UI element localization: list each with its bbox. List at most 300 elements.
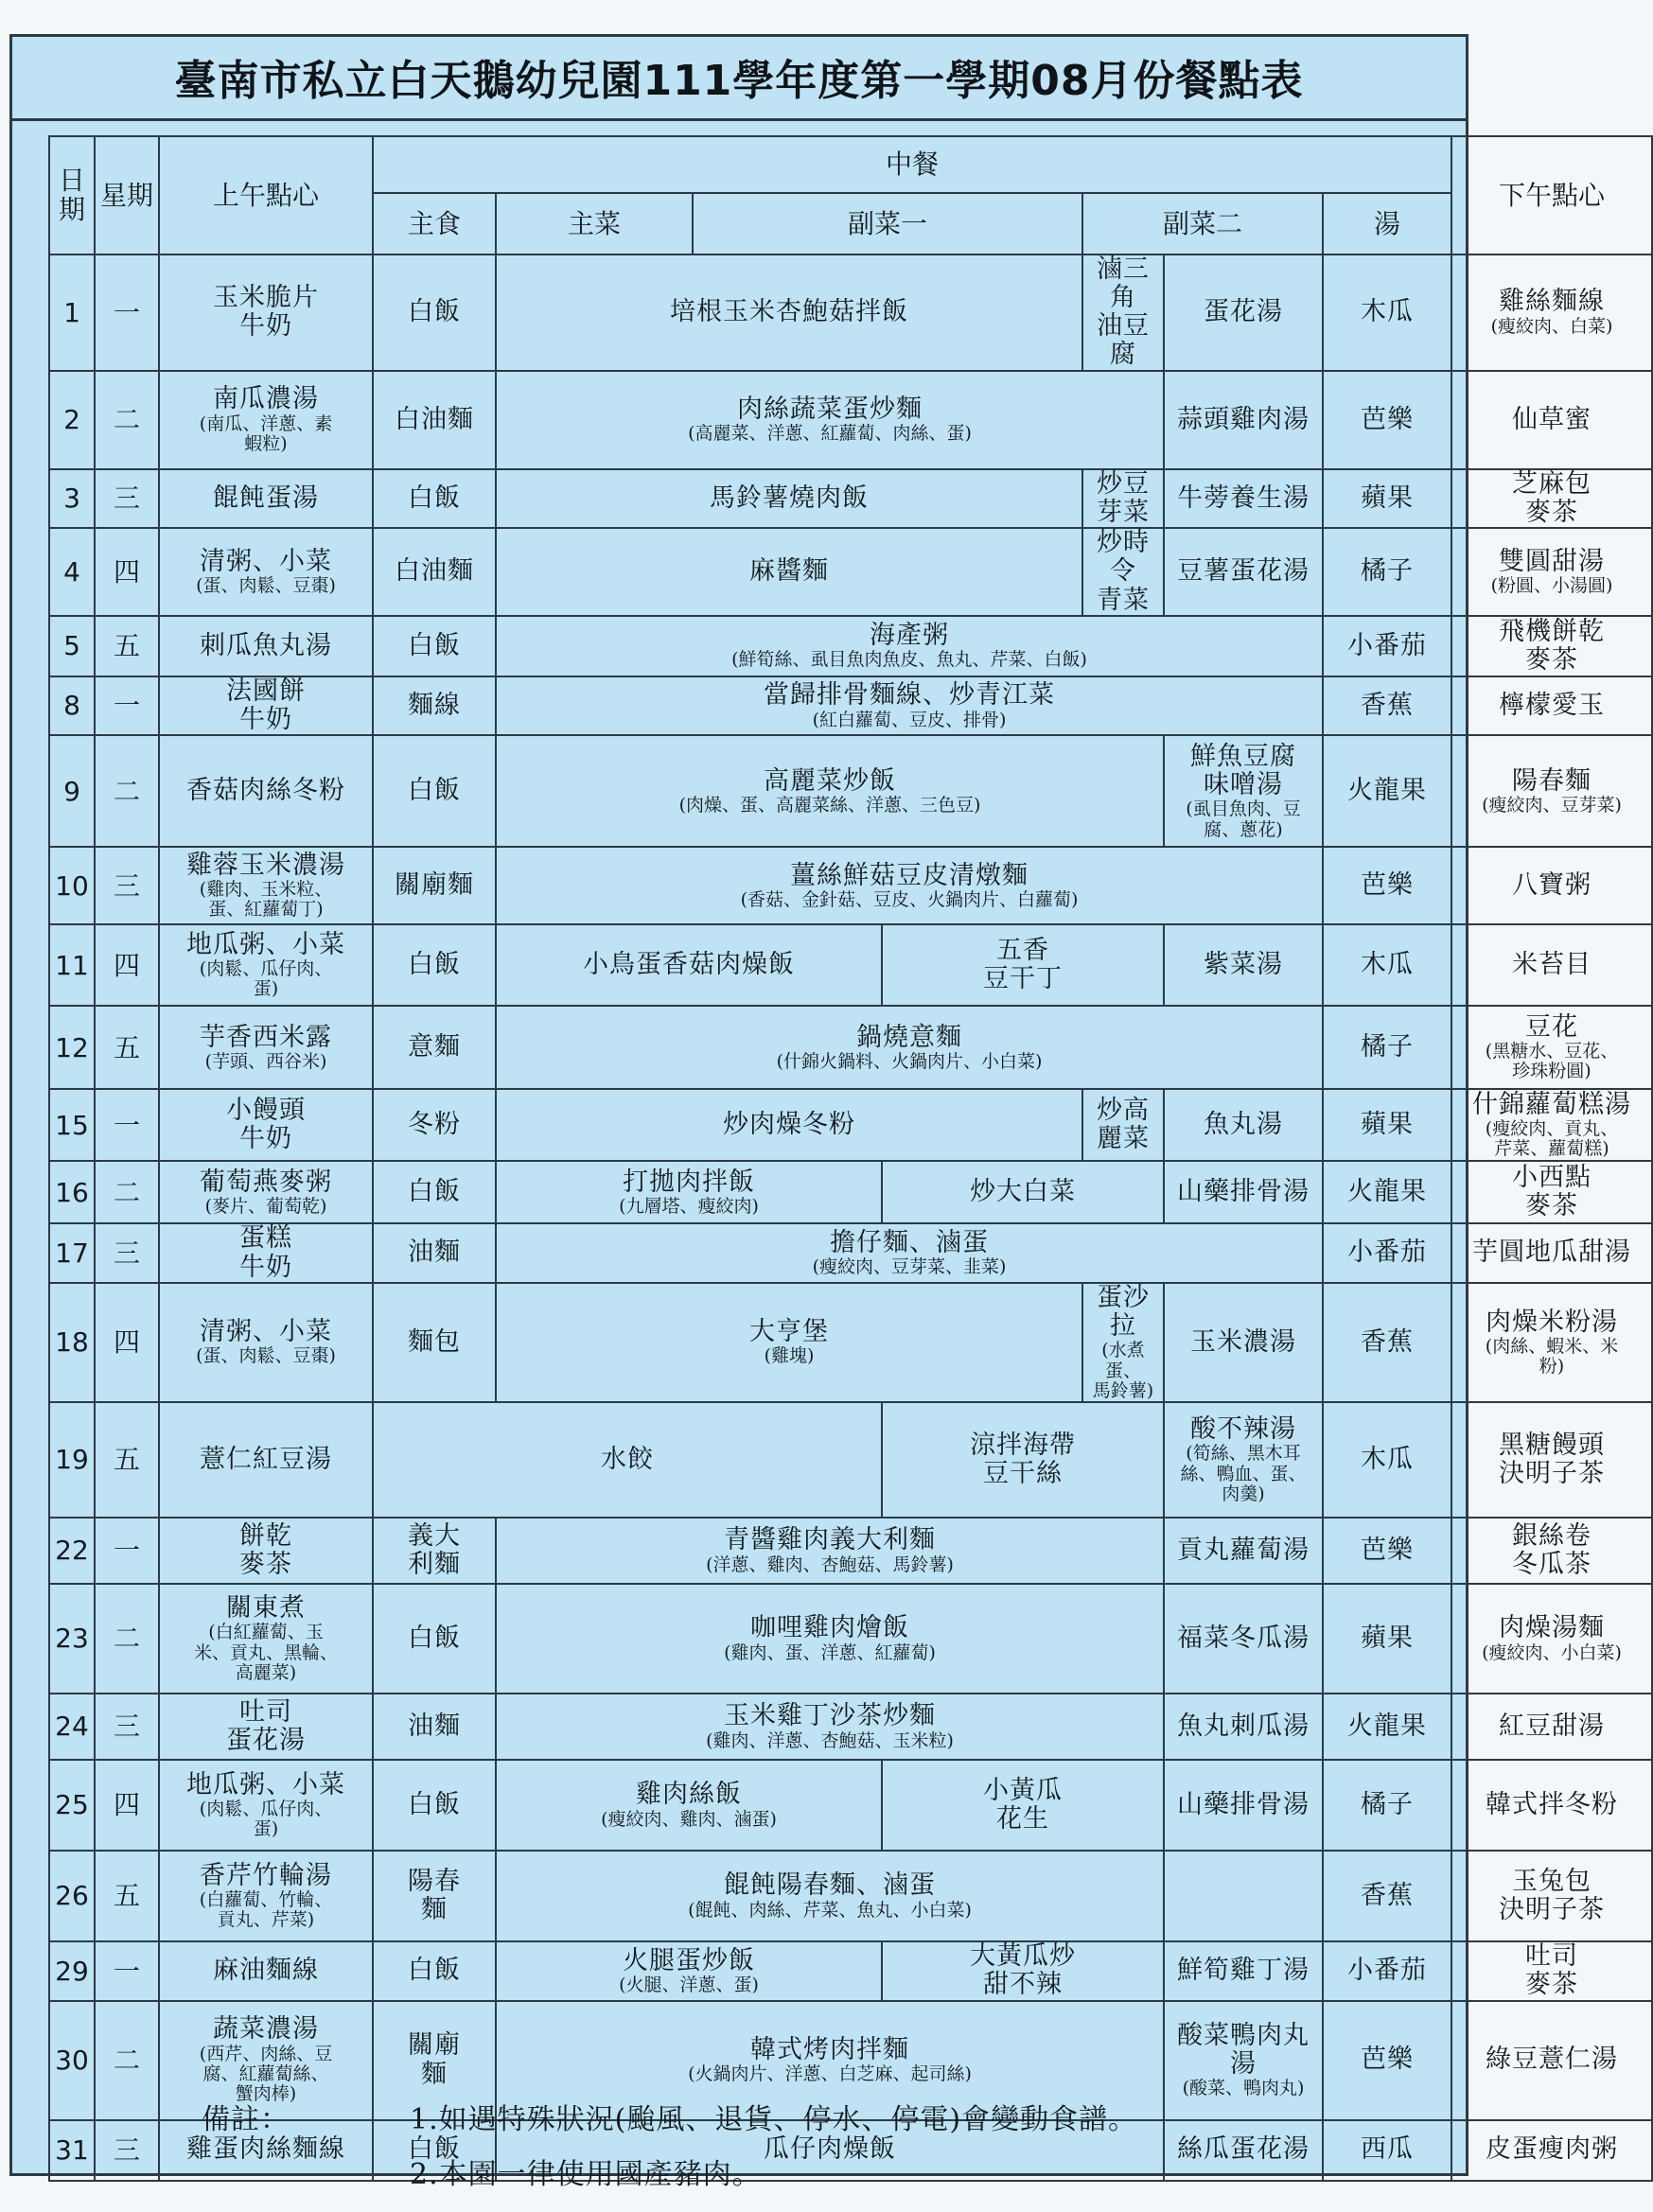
main-dish-cell-line: 打拋肉拌飯 [623,1167,755,1197]
soup-cell [1164,2120,1323,2181]
staple-cell [373,1518,496,1584]
am-snack-cell-line: (白紅蘿蔔、玉 [208,1622,324,1643]
staple-cell-line: 義大 [408,1520,461,1551]
main-dish-cell-line: 餛飩陽春麵、滷蛋 [724,1870,936,1901]
staple-cell [373,1941,496,2000]
pm-snack-cell-line: 銀絲卷 [1512,1520,1592,1551]
pm-snack-cell-line: 珍珠粉圓) [1512,1061,1591,1082]
fruit-cell [1323,371,1451,469]
pm-snack-cell [1451,1283,1652,1402]
am-snack-cell-line: 蛋、紅蘿蔔丁) [208,899,324,921]
date-cell: 4 [49,528,95,616]
header-weekday: 星期 [95,136,159,255]
pm-snack-cell-line: 皮蛋瘦肉粥 [1486,2134,1619,2165]
staple-cell-line: 意麵 [408,1032,461,1062]
pm-snack-cell-line: 麥茶 [1525,1191,1579,1221]
am-snack-cell [159,1402,373,1518]
am-snack-cell-line: 法國餅 [226,676,306,706]
fruit-cell-line: 小番茄 [1347,1238,1427,1268]
main-dish-cell [496,847,1323,924]
am-snack-cell-line: 蟹肉棒) [235,2083,297,2105]
fruit-cell [1323,1694,1451,1760]
am-snack-cell-line: 蝦粒) [244,432,288,454]
fruit-cell-line: 橘子 [1361,1032,1414,1062]
main-dish-cell [496,1006,1323,1089]
fruit-cell [1323,1089,1451,1161]
soup-cell-line: 魚丸刺瓜湯 [1177,1711,1310,1741]
fruit-cell-line: 芭樂 [1361,404,1414,434]
main-dish-cell [496,676,1323,735]
am-snack-cell-line: 刺瓜魚丸湯 [200,630,332,660]
soup-cell-line: 味噌湯 [1204,770,1283,800]
table-row [49,676,1652,735]
date-cell: 5 [49,616,95,676]
date-cell: 24 [49,1694,95,1760]
main-dish-cell-line: 小鳥蛋香菇肉燥飯 [583,950,795,980]
side-dish-cell-line: 甜不辣 [983,1970,1063,2000]
side-dish-cell-line: 炒豆芽菜 [1097,468,1150,527]
staple-cell-line: 白飯 [408,950,461,980]
date-cell: 12 [49,1006,95,1089]
staple-cell [373,255,496,371]
main-dish-cell-line: 瓜仔肉燥飯 [764,2134,896,2165]
date-cell: 19 [49,1402,95,1518]
date-cell: 17 [49,1223,95,1282]
pm-snack-cell-line: (瘦絞肉、貢丸、 [1485,1118,1619,1140]
am-snack-cell-line: 吐司 [239,1696,292,1727]
soup-cell [1164,1402,1323,1518]
side-dish-cell [882,1760,1164,1851]
table-row [49,616,1652,676]
main-dish-cell-line: 炒肉燥冬粉 [723,1110,855,1140]
am-snack-cell [159,676,373,735]
am-snack-cell-line: (白蘿蔔、竹輪、 [199,1888,333,1910]
main-dish-cell-line: (紅白蘿蔔、豆皮、排骨) [812,709,1007,730]
fruit-cell-line: 火龍果 [1347,1177,1427,1207]
pm-snack-cell [1451,924,1652,1006]
main-dish-cell-line: (高麗菜、洋蔥、紅蘿蔔、肉絲、蛋) [688,423,972,445]
weekday-cell: 二 [95,1161,159,1223]
staple-cell-line: 白飯 [408,776,461,806]
staple-cell-line: 麵包 [408,1326,461,1357]
staple-cell [373,469,496,528]
am-snack-cell [159,1161,373,1223]
weekday-cell: 三 [95,2120,159,2181]
fruit-cell-line: 香蕉 [1361,1880,1414,1910]
pm-snack-cell [1451,1006,1652,1089]
main-dish-cell [373,1402,882,1518]
side-dish-cell [882,1161,1164,1223]
fruit-cell [1323,1941,1451,2000]
pm-snack-cell-line: 什錦蘿蔔糕湯 [1472,1089,1632,1119]
note-1: 1.如遇特殊狀況(颱風、退貨、停水、停電)會變動食譜。 [410,2103,1138,2136]
fruit-cell [1323,1283,1451,1402]
staple-cell [373,924,496,1006]
staple-cell [373,735,496,847]
main-dish-cell [496,1694,1164,1760]
table-row [49,1089,1652,1161]
fruit-cell-line: 蘋果 [1361,1623,1414,1653]
fruit-cell [1323,528,1451,616]
staple-cell [373,1760,496,1851]
pm-snack-cell-line: 飛機餅乾 [1499,616,1606,646]
side-dish-cell-line: 炒高麗菜 [1097,1096,1150,1154]
date-cell: 26 [49,1851,95,1941]
am-snack-cell-line: 牛奶 [239,1124,292,1154]
staple-cell-line: 白飯 [408,630,461,660]
side-dish-cell [1082,528,1164,616]
main-dish-cell-line: 咖哩雞肉燴飯 [750,1613,909,1643]
soup-cell-line: 紫菜湯 [1204,950,1283,980]
staple-cell-line: 麵線 [408,690,461,720]
side-dish-cell-line: 豆干絲 [983,1459,1063,1489]
fruit-cell-line: 蘋果 [1361,483,1414,513]
am-snack-cell-line: 餛飩蛋湯 [213,483,319,513]
meal-table [48,135,1653,2182]
staple-cell-line: 麵 [421,2059,448,2089]
side-dish-cell [1082,1283,1164,1402]
pm-snack-cell [1451,2001,1652,2120]
am-snack-cell-line: (芋頭、西谷米) [204,1050,327,1072]
main-dish-cell-line: 雞肉絲飯 [636,1780,742,1810]
main-dish-cell-line: (雞肉、洋蔥、杏鮑菇、玉米粒) [706,1729,954,1751]
soup-cell [1164,255,1323,371]
fruit-cell-line: 芭樂 [1361,2045,1414,2075]
side-dish-cell-line: 花生 [996,1804,1049,1835]
header-am-snack: 上午點心 [159,136,373,255]
am-snack-cell-line: 牛奶 [239,311,292,342]
main-dish-cell-line: 擔仔麵、滷蛋 [830,1227,989,1257]
pm-snack-cell-line: (黑糖水、豆花、 [1485,1041,1619,1062]
soup-cell-line: 肉羹) [1222,1483,1265,1504]
am-snack-cell-line: 香菇肉絲冬粉 [186,776,345,806]
am-snack-cell-line: 米、貢丸、黑輪、 [193,1641,338,1663]
am-snack-cell-line: 關東煮 [226,1593,306,1624]
main-dish-cell [496,255,1082,371]
weekday-cell: 四 [95,528,159,616]
soup-cell-line: 鮮筍雞丁湯 [1177,1956,1310,1986]
main-dish-cell [496,371,1164,469]
date-cell: 2 [49,371,95,469]
soup-cell-line: 蛋花湯 [1204,297,1283,327]
header-main: 主菜 [496,193,693,255]
staple-cell-line: 關廟麵 [395,870,474,901]
am-snack-cell [159,1006,373,1089]
side-dish-cell-line: 青菜 [1097,585,1150,615]
main-dish-cell-line: (雞塊) [764,1345,815,1367]
table-row [49,469,1652,528]
am-snack-cell-line: 清粥、小菜 [200,1317,332,1347]
soup-cell-line: (筍絲、黑木耳 [1186,1443,1301,1465]
weekday-cell: 二 [95,735,159,847]
am-snack-cell [159,1694,373,1760]
weekday-cell: 三 [95,469,159,528]
pm-snack-cell-line: 玉兔包 [1512,1866,1592,1896]
pm-snack-cell [1451,1760,1652,1851]
pm-snack-cell-line: 決明子茶 [1499,1895,1606,1925]
soup-cell [1164,1941,1323,2000]
weekday-cell: 五 [95,1851,159,1941]
pm-snack-cell [1451,469,1652,528]
date-cell: 18 [49,1283,95,1402]
table-row [49,1518,1652,1584]
pm-snack-cell-line: (瘦絞肉、白菜) [1490,315,1613,337]
weekday-cell: 五 [95,1402,159,1518]
side-dish-cell-line: 油豆腐 [1097,311,1150,370]
am-snack-cell-line: 麥茶 [239,1550,292,1580]
am-snack-cell [159,371,373,469]
date-cell: 31 [49,2120,95,2181]
fruit-cell-line: 蘋果 [1361,1110,1414,1140]
side-dish-cell-line: 小黃瓜 [983,1775,1063,1805]
pm-snack-cell [1451,735,1652,847]
soup-cell-line: 絲、鴨血、蛋、 [1180,1463,1307,1484]
pm-snack-cell [1451,1161,1652,1223]
soup-cell-line: 玉米濃湯 [1190,1326,1296,1357]
am-snack-cell-line: (肉鬆、瓜仔肉、 [199,958,333,980]
main-dish-cell [496,1760,882,1851]
am-snack-cell-line: 雞蓉玉米濃湯 [186,850,345,880]
weekday-cell: 三 [95,847,159,924]
table-row [49,528,1652,616]
pm-snack-cell [1451,2120,1652,2181]
fruit-cell-line: 西瓜 [1361,2134,1414,2165]
soup-cell-line: 鮮魚豆腐 [1190,741,1296,771]
main-dish-cell [496,1851,1164,1941]
am-snack-cell-line: 南瓜濃湯 [213,384,319,414]
am-snack-cell-line: 蔬菜濃湯 [213,2014,319,2045]
header-staple: 主食 [373,193,496,255]
pm-snack-cell-line: (粉圓、小湯圓) [1490,574,1613,596]
table-row [49,1006,1652,1089]
header-pm-snack: 下午點心 [1451,136,1652,255]
pm-snack-cell [1451,1223,1652,1282]
pm-snack-cell-line: 粉) [1539,1356,1565,1378]
am-snack-cell [159,1089,373,1161]
am-snack-cell [159,616,373,676]
soup-cell-line: 福菜冬瓜湯 [1177,1623,1310,1653]
main-dish-cell [496,1941,882,2000]
fruit-cell [1323,469,1451,528]
fruit-cell [1323,847,1451,924]
soup-cell [1164,528,1323,616]
pm-snack-cell-line: 米苔目 [1512,950,1592,980]
am-snack-cell [159,1518,373,1584]
main-dish-cell-line: (瘦絞肉、雞肉、滷蛋) [601,1808,777,1830]
am-snack-cell-line: 地瓜粥、小菜 [186,1769,345,1799]
pm-snack-cell [1451,1584,1652,1694]
weekday-cell: 一 [95,676,159,735]
soup-cell [1164,1089,1323,1161]
am-snack-cell-line: 地瓜粥、小菜 [186,929,345,959]
soup-cell [1164,371,1323,469]
staple-cell [373,847,496,924]
am-snack-cell-line: 麻油麵線 [213,1956,319,1986]
staple-cell-line: 白飯 [408,2134,461,2165]
am-snack-cell [159,1584,373,1694]
am-snack-cell-line: 小饅頭 [226,1096,306,1126]
staple-cell-line: 白飯 [408,297,461,327]
table-row [49,1941,1652,2000]
am-snack-cell-line: 蛋) [253,978,279,1000]
fruit-cell-line: 芭樂 [1361,870,1414,901]
side-dish-cell-line: 豆干丁 [983,964,1063,994]
staple-cell-line: 油麵 [408,1711,461,1741]
pm-snack-cell-line: 韓式拌冬粉 [1486,1789,1619,1819]
pm-snack-cell-line: 檸檬愛玉 [1499,690,1606,720]
fruit-cell [1323,735,1451,847]
table-row [49,1760,1652,1851]
main-dish-cell [496,1584,1164,1694]
date-cell: 16 [49,1161,95,1223]
soup-cell [1164,2001,1323,2120]
fruit-cell [1323,2120,1451,2181]
soup-cell-line: 貢丸蘿蔔湯 [1177,1535,1310,1565]
pm-snack-cell-line: 雙圓甜湯 [1499,546,1606,576]
fruit-cell-line: 火龍果 [1347,1711,1427,1741]
main-dish-cell-line: 肉絲蔬菜蛋炒麵 [737,394,923,424]
soup-cell-line: 酸不辣湯 [1190,1414,1296,1445]
main-dish-cell-line: 高麗菜炒飯 [764,765,896,796]
staple-cell-line: 白飯 [408,1623,461,1653]
table-row [49,1161,1652,1223]
am-snack-cell [159,469,373,528]
am-snack-cell-line: 玉米脆片 [213,282,319,312]
pm-snack-cell-line: 冬瓜茶 [1512,1550,1592,1580]
weekday-cell: 一 [95,1089,159,1161]
weekday-cell: 五 [95,1006,159,1089]
weekday-cell: 五 [95,616,159,676]
table-row [49,1851,1652,1941]
am-snack-cell-line: 牛奶 [239,705,292,735]
side-dish-cell-line: 大黃瓜炒 [970,1941,1076,1972]
staple-cell-line: 白飯 [408,1789,461,1819]
am-snack-cell-line: 貢丸、芹菜) [217,1909,315,1931]
staple-cell-line: 白飯 [408,1956,461,1986]
am-snack-cell-line: 芋香西米露 [200,1022,332,1052]
main-dish-cell-line: (鮮筍絲、虱目魚肉魚皮、魚丸、芹菜、白飯) [731,649,1087,671]
soup-cell-line: 山藥排骨湯 [1177,1789,1310,1819]
pm-snack-cell [1451,1089,1652,1161]
date-cell: 30 [49,2001,95,2120]
soup-cell-line: 酸菜鴨肉丸 [1177,2020,1310,2050]
side-dish-cell-line: 馬鈴薯) [1092,1379,1154,1401]
side-dish-cell [882,924,1164,1006]
staple-cell [373,676,496,735]
staple-cell [373,1851,496,1941]
side-dish-cell [1082,469,1164,528]
date-cell: 25 [49,1760,95,1851]
main-dish-cell-line: (雞肉、蛋、洋蔥、紅蘿蔔) [724,1641,936,1663]
header-lunch: 中餐 [373,136,1451,193]
soup-cell [1164,1694,1323,1760]
staple-cell [373,1161,496,1223]
am-snack-cell [159,735,373,847]
main-dish-cell-line: (什錦火鍋料、火鍋肉片、小白菜) [776,1050,1043,1072]
pm-snack-cell-line: 肉燥米粉湯 [1486,1307,1619,1337]
main-dish-cell-line: (九層塔、瘦絞肉) [619,1195,759,1217]
am-snack-cell-line: (肉鬆、瓜仔肉、 [199,1798,333,1819]
am-snack-cell-line: 香芹竹輪湯 [200,1860,332,1890]
soup-cell-line: (虱目魚肉、豆 [1186,799,1301,820]
fruit-cell [1323,616,1451,676]
am-snack-cell-line: (蛋、肉鬆、豆棗) [196,574,336,596]
weekday-cell: 四 [95,924,159,1006]
soup-cell [1164,1518,1323,1584]
soup-cell [1164,1851,1323,1941]
weekday-cell: 三 [95,1223,159,1282]
date-cell: 11 [49,924,95,1006]
am-snack-cell-line: 葡萄燕麥粥 [200,1167,332,1197]
soup-cell-line: 湯 [1230,2048,1257,2079]
main-dish-cell-line: 馬鈴薯燒肉飯 [710,483,869,513]
header-side-1: 副菜一 [693,193,1082,255]
main-dish-cell-line: 麻醬麵 [749,556,829,587]
side-dish-cell [1082,1089,1164,1161]
title-divider [12,118,1466,121]
fruit-cell-line: 火龍果 [1347,776,1427,806]
date-cell: 22 [49,1518,95,1584]
staple-cell-line: 陽春 [408,1866,461,1896]
am-snack-cell-line: (西芹、肉絲、豆 [199,2043,333,2064]
pm-snack-cell-line: 肉燥湯麵 [1499,1613,1606,1643]
main-dish-cell-line: 大亨堡 [749,1317,829,1347]
pm-snack-cell-line: 小西點 [1512,1163,1592,1193]
am-snack-cell [159,924,373,1006]
soup-cell [1164,735,1323,847]
date-cell: 8 [49,676,95,735]
main-dish-cell-line: (火鍋肉片、洋蔥、白芝麻、起司絲) [688,2063,972,2084]
staple-cell-line: 白飯 [408,483,461,513]
staple-cell [373,1694,496,1760]
am-snack-cell [159,1283,373,1402]
staple-cell [373,528,496,616]
pm-snack-cell-line: (瘦絞肉、豆芽菜) [1482,794,1622,816]
am-snack-cell-line: 腐、紅蘿蔔絲、 [202,2063,329,2084]
fruit-cell [1323,1006,1451,1089]
pm-snack-cell-line: 麥茶 [1525,644,1579,675]
soup-cell-line: 豆薯蛋花湯 [1177,556,1310,587]
pm-snack-cell-line: 芝麻包 [1512,468,1592,499]
side-dish-cell-line: 涼拌海帶 [970,1430,1076,1460]
pm-snack-cell-line: 八寶粥 [1512,870,1592,901]
fruit-cell-line: 香蕉 [1361,690,1414,720]
header-day: 日期 [49,136,95,255]
pm-snack-cell [1451,616,1652,676]
pm-snack-cell [1451,1941,1652,2000]
pm-snack-cell [1451,1851,1652,1941]
date-cell: 23 [49,1584,95,1694]
soup-cell [1164,1283,1323,1402]
side-dish-cell-line: 炒時令 [1097,528,1150,587]
date-cell: 3 [49,469,95,528]
fruit-cell-line: 木瓜 [1361,950,1414,980]
main-dish-cell [496,616,1323,676]
fruit-cell-line: 橘子 [1361,1789,1414,1819]
am-snack-cell-line: 蛋糕 [239,1223,292,1254]
pm-snack-cell-line: (肉絲、蝦米、米 [1485,1335,1619,1357]
pm-snack-cell-line: 豆花 [1525,1011,1579,1042]
soup-cell-line: 絲瓜蛋花湯 [1177,2134,1310,2165]
notes-label: 備註： [202,2103,290,2136]
pm-snack-cell [1451,676,1652,735]
pm-snack-cell [1451,1694,1652,1760]
fruit-cell-line: 橘子 [1361,556,1414,587]
staple-cell-line: 白飯 [408,1177,461,1207]
am-snack-cell [159,1223,373,1282]
main-dish-cell-line: 韓式烤肉拌麵 [750,2034,909,2064]
side-dish-cell [882,1941,1164,2000]
